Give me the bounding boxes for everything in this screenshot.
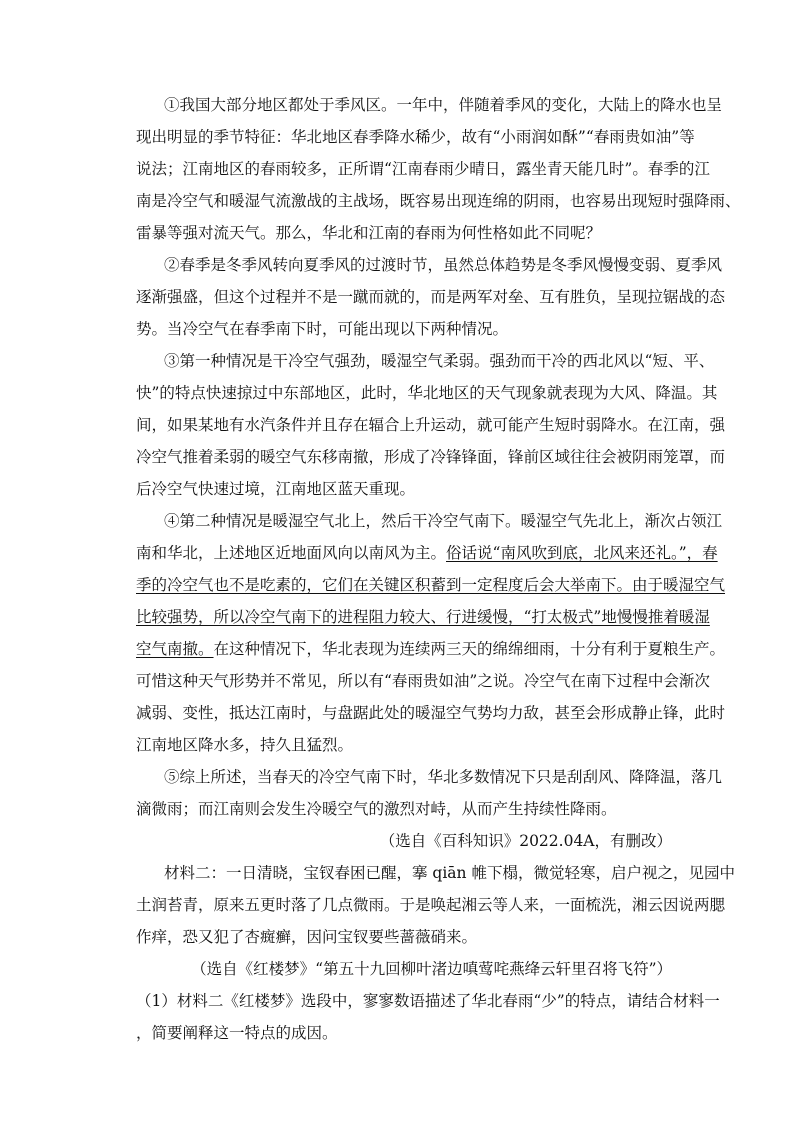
text-line: ①我国大部分地区都处于季风区。一年中，伴随着季风的变化，大陆上的降水也呈: [164, 96, 723, 114]
source-citation: （选自《百科知识》2022.04A，有删改）: [379, 832, 672, 850]
text-line: ③第一种情况是干冷空气强劲，暖湿空气柔弱。强劲而干冷的西北风以“短、平、: [164, 352, 715, 370]
text-segment: 在这种情况下，华北表现为连续两三天的绵绵细雨，十分有利于夏粮生产。: [213, 640, 726, 658]
text-line: 材料二：一日清晓，宝钗春困已醒，搴 qiān 帷下榻，微觉轻寒，启户视之，见园中: [164, 864, 735, 882]
question-text: ，简要阐释这一特点的成因。: [136, 1024, 338, 1042]
underlined-text: 比较强势，所以冷空气南下的进程阻力较大、行进缓慢，“打太极式”地慢慢推着暖湿: [136, 608, 710, 626]
underlined-text: 季的冷空气也不是吃素的，它们在关键区积蓄到一定程度后会大举南下。由于暖湿空气: [136, 576, 726, 594]
text-line: 土润苔青，原来五更时落了几点微雨。于是唤起湘云等人来，一面梳洗，湘云因说两腮: [136, 896, 726, 914]
text-line: 现出明显的季节特征：华北地区春季降水稀少，故有“小雨润如酥”“春雨贵如油”等: [136, 128, 695, 146]
text-line: ④第二种情况是暖湿空气北上，然后干冷空气南下。暖湿空气先北上，渐次占领江: [164, 512, 723, 530]
text-line: [136, 543, 718, 563]
underlined-text: 俗话说“南风吹到底，北风来还礼。”，春: [446, 544, 718, 562]
text-line: 雷暴等强对流天气。那么，华北和江南的春雨为何性格如此不同呢？: [136, 224, 602, 242]
question-text: （1）材料二《红楼梦》选段中，寥寥数语描述了华北春雨“少”的特点，请结合材料一: [136, 992, 720, 1010]
text-line: 逐渐强盛，但这个过程并不是一蹴而就的，而是两军对垒、互有胜负，呈现拉锯战的态: [136, 288, 726, 306]
text-line: 作痒，恐又犯了杏癍癣，因问宝钗要些蔷薇硝来。: [136, 928, 478, 946]
text-line: ②春季是冬季风转向夏季风的过渡时节，虽然总体趋势是冬季风慢慢变弱、夏季风: [164, 256, 723, 274]
text-line: 南是冷空气和暖湿气流激战的主战场，既容易出现连绵的阴雨，也容易出现短时强降雨、: [136, 192, 741, 210]
text-line: 减弱、变性，抵达江南时，与盘踞此处的暖湿空气势均力敌，甚至会形成静止锋，此时: [136, 704, 726, 722]
source-citation: （选自《红楼梦》“第五十九回柳叶渚边嗔莺咤燕绛云轩里召将飞符”）: [191, 960, 672, 978]
text-segment: 南和华北，上述地区近地面风向以南风为主。: [136, 544, 447, 562]
text-line: 快”的特点快速掠过中东部地区，此时，华北地区的天气现象就表现为大风、降温。其: [136, 384, 718, 402]
text-line: 江南地区降水多，持久且猛烈。: [136, 736, 354, 754]
text-line: 后冷空气快速过境，江南地区蓝天重现。: [136, 480, 416, 498]
text-line: ⑤综上所述，当春天的冷空气南下时，华北多数情况下只是刮刮风、降降温，落几: [164, 768, 723, 786]
text-line: 势。当冷空气在春季南下时，可能出现以下两种情况。: [136, 320, 509, 338]
text-line: 冷空气推着柔弱的暖空气东移南撤，形成了冷锋锋面，锋前区域往往会被阴雨笼罩，而: [136, 448, 726, 466]
text-line: [136, 639, 726, 659]
text-line: 说法；江南地区的春雨较多，正所谓“江南春雨少晴日，露坐青天能几时”。春季的江: [136, 160, 710, 178]
text-line: 间，如果某地有水汽条件并且存在辐合上升运动，就可能产生短时弱降水。在江南，强: [136, 416, 726, 434]
text-line: 可惜这种天气形势并不常见，所以有“春雨贵如油”之说。冷空气在南下过程中会渐次: [136, 672, 710, 690]
underlined-text: 空气南撤。: [136, 640, 214, 658]
text-line: 滴微雨；而江南则会发生冷暖空气的激烈对峙，从而产生持续性降雨。: [136, 800, 617, 818]
